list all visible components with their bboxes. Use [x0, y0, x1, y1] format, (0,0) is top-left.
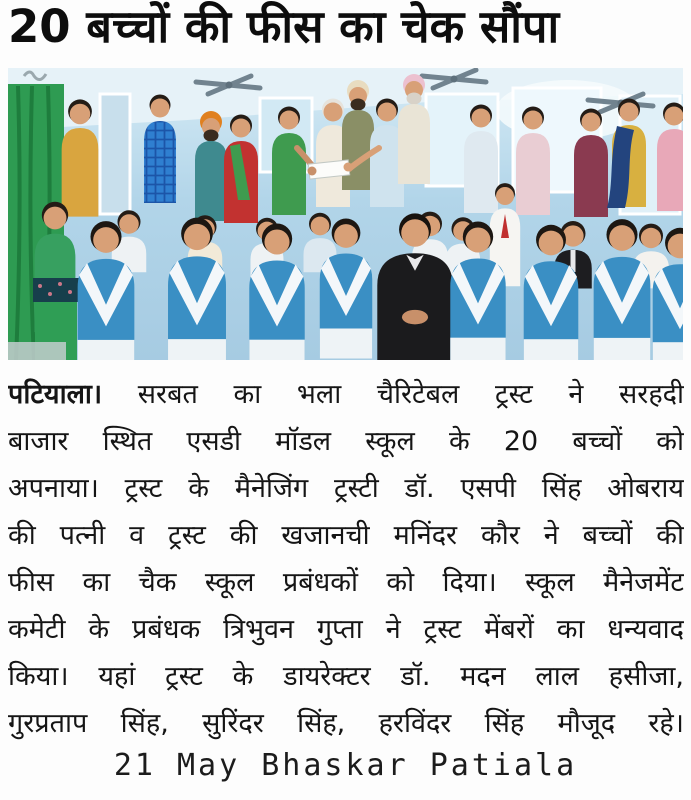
body-line: कमेटी के प्रबंधक त्रिभुवन गुप्ता ने ट्रस्ट मेंबरों का धन्यवाद: [8, 614, 684, 645]
body-line: फीस का चैक स्कूल प्रबंधकों को दिया। स्कूल मैनेजमेंट: [8, 567, 684, 598]
article-body: [8, 371, 684, 747]
body-line: किया। यहां ट्रस्ट के डायरेक्टर डॉ. मदन लाल हसीजा,: [8, 661, 684, 692]
news-photo: [8, 68, 683, 360]
dateline: पटियाला।: [8, 379, 103, 410]
source-caption: 21 May Bhaskar Patiala: [113, 748, 578, 783]
body-line: अपनाया। ट्रस्ट के मैनेजिंग ट्रस्टी डॉ. एसपी सिंह ओबराय: [8, 473, 684, 504]
body-line-text: सरबत का भला चैरिटेबल ट्रस्ट ने सरहदी: [137, 379, 684, 410]
body-line: [8, 371, 684, 418]
body-line: की पत्नी व ट्रस्ट की खजानची मनिंदर कौर ने बच्चों की: [8, 520, 684, 551]
headline: 20 बच्चों की फीस का चेक सौंपा: [8, 0, 560, 53]
body-line: गुरप्रताप सिंह, सुरिंदर सिंह, हरविंदर सिंह मौजूद रहे।: [8, 708, 684, 739]
photo-illustration: [8, 68, 683, 360]
body-line: बाजार स्थित एसडी मॉडल स्कूल के 20 बच्चों को: [8, 426, 684, 457]
